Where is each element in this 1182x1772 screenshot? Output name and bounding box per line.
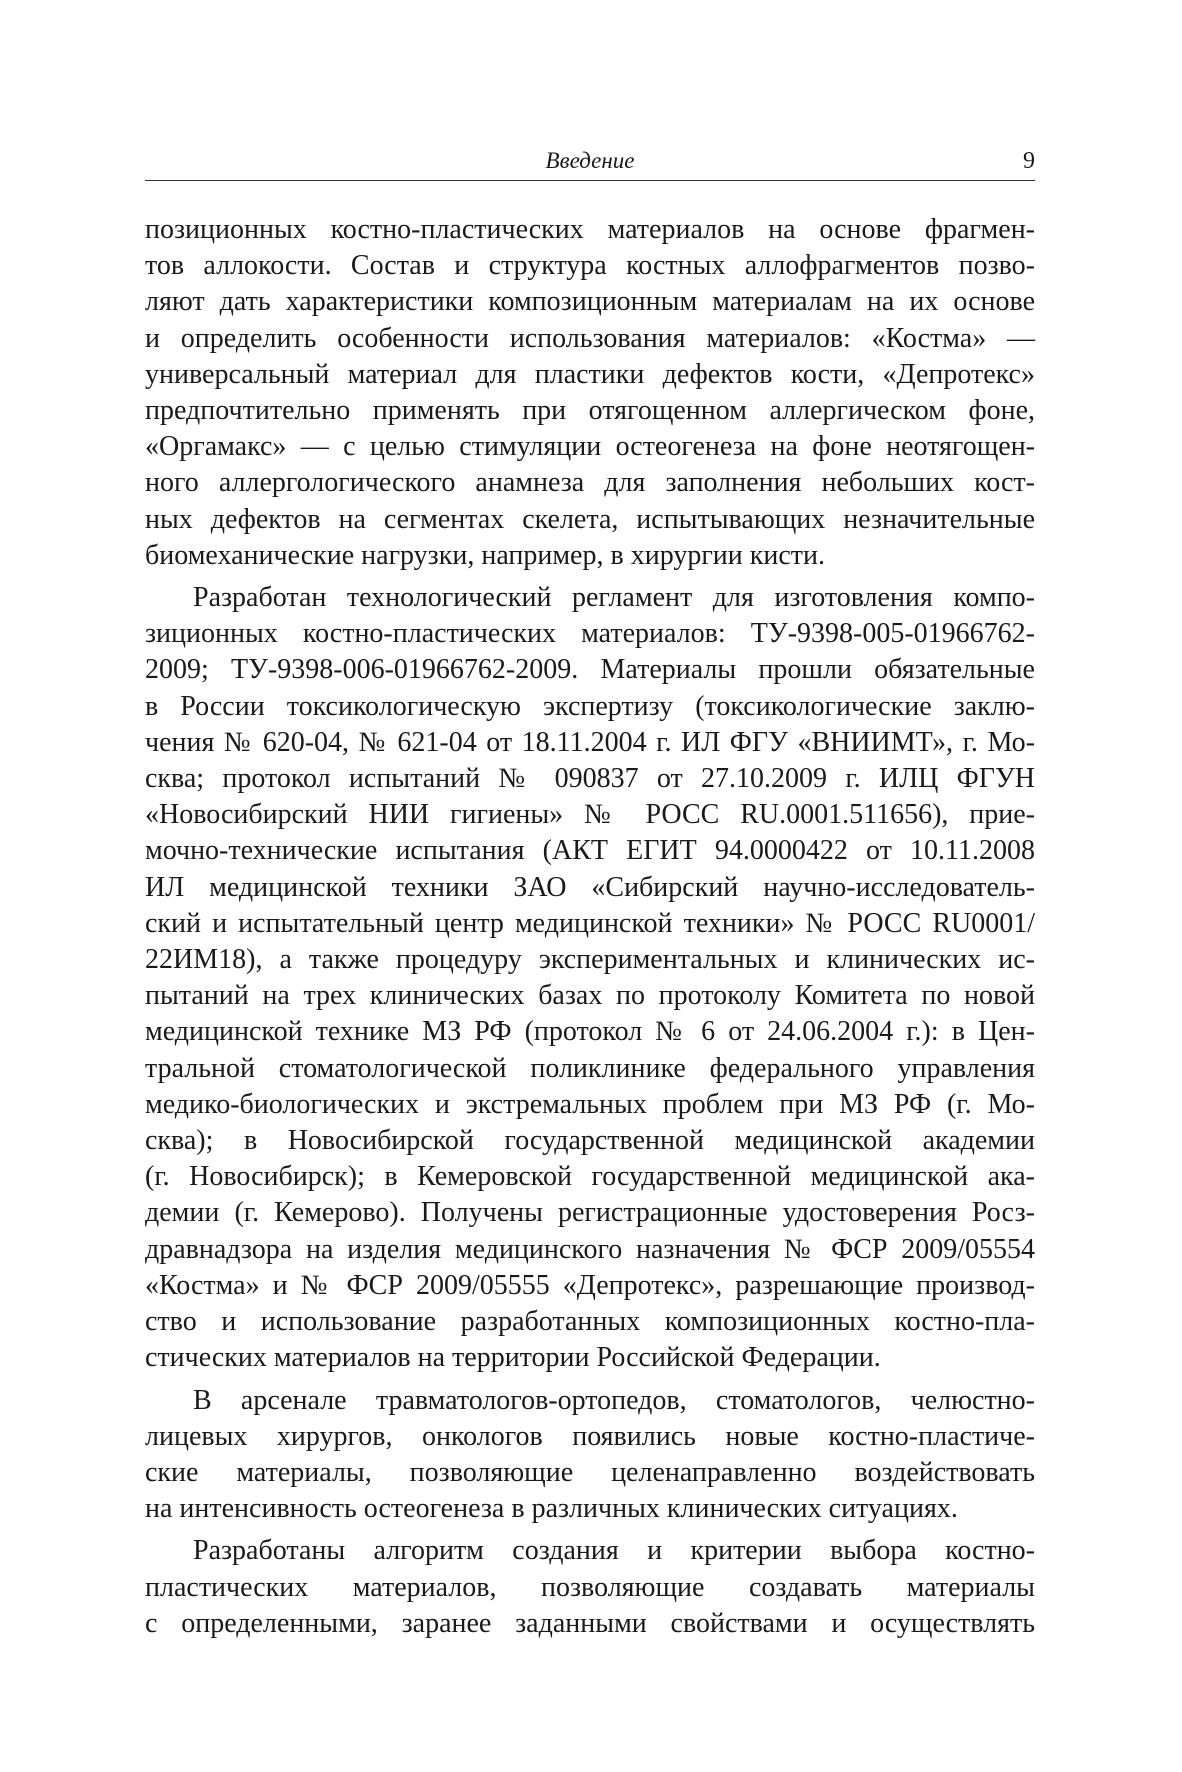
text-line: тральной стоматологической поликлинике федерального управления: [145, 1052, 1035, 1084]
text-line: ИЛ медицинской техники ЗАО «Сибирский научно-исследователь-: [145, 871, 1035, 903]
text-line: биомеханические нагрузки, например, в хирургии кисти.: [145, 539, 826, 571]
text-line: стических материалов на территории Российской Федерации.: [145, 1342, 881, 1374]
paragraph-1: [145, 212, 1035, 574]
text-line: сква; протокол испытаний № 090837 от 27.10.2009 г. ИЛЦ ФГУН: [145, 763, 1035, 795]
paragraph-4: [145, 1533, 1035, 1642]
text-line: и определить особенности использования материалов: «Костма» —: [145, 322, 1035, 354]
text-line: 2009; ТУ-9398-006-01966762-2009. Материалы прошли обязательные: [145, 654, 1035, 686]
text-line: «Новосибирский НИИ гигиены» № РОСС RU.0001.511656), прие-: [145, 799, 1035, 831]
body-text: [145, 212, 1035, 1642]
text-line: чения № 620-04, № 621-04 от 18.11.2004 г. ИЛ ФГУ «ВНИИМТ», г. Мо-: [145, 726, 1035, 758]
text-line: ляют дать характеристики композиционным материалам на их основе: [145, 286, 1035, 318]
text-line: универсальный материал для пластики дефектов кости, «Депротекс»: [145, 358, 1035, 390]
text-line: зиционных костно-пластических материалов: ТУ-9398-005-01966762-: [145, 618, 1035, 650]
text-line: сква); в Новосибирской государственной медицинской академии: [145, 1125, 1035, 1157]
text-line: позиционных костно-пластических материалов на основе фрагмен-: [145, 214, 1035, 245]
text-line: лицевых хирургов, онкологов появились новые костно-пластиче-: [145, 1420, 1035, 1452]
text-line: пытаний на трех клинических базах по протоколу Комитета по новой: [145, 980, 1035, 1012]
paragraph-3: [145, 1383, 1035, 1528]
text-line: «Костма» и № ФСР 2009/05555 «Депротекс», разрешающие производ-: [145, 1269, 1035, 1301]
text-line: тов аллокости. Состав и структура костных аллофрагментов позво-: [145, 250, 1035, 282]
text-line: В арсенале травматологов-ортопедов, стоматологов, челюстно-: [193, 1384, 1035, 1416]
chapter-title: Введение: [545, 148, 635, 173]
text-line: дравнадзора на изделия медицинского назначения № ФСР 2009/05554: [145, 1233, 1035, 1265]
text-line: ский и испытательный центр медицинской техники» № РОСС RU0001/: [145, 907, 1035, 939]
text-line: ство и использование разработанных композиционных костно-пла-: [145, 1306, 1035, 1338]
paragraph-2: [145, 580, 1035, 1376]
text-line: демии (г. Кемерово). Получены регистрационные удостоверения Росз-: [145, 1197, 1035, 1229]
text-line: ские материалы, позволяющие целенаправленно воздействовать: [145, 1456, 1035, 1488]
text-line: (г. Новосибирск); в Кемеровской государственной медицинской ака-: [145, 1161, 1035, 1193]
text-line: ных дефектов на сегментах скелета, испытывающих незначительные: [145, 503, 1035, 535]
text-line: пластических материалов, позволяющие создавать материалы: [145, 1571, 1035, 1603]
text-line: Разработаны алгоритм создания и критерии выбора костно-: [193, 1535, 1035, 1567]
text-line: предпочтительно применять при отягощенном аллергическом фоне,: [145, 395, 1035, 427]
text-line: на интенсивность остеогенеза в различных клинических ситуациях.: [145, 1493, 958, 1525]
text-line: медицинской технике МЗ РФ (протокол № 6 от 24.06.2004 г.): в Цен-: [145, 1016, 1035, 1048]
text-line: Разработан технологический регламент для изготовления компо-: [193, 582, 1035, 614]
page-number: 9: [1023, 148, 1035, 174]
text-line: с определенными, заранее заданными свойствами и осуществлять: [145, 1607, 1035, 1639]
text-line: медико-биологических и экстремальных проблем при МЗ РФ (г. Мо-: [145, 1088, 1035, 1120]
text-line: 22ИМ18), а также процедуру экспериментальных и клинических ис-: [145, 944, 1035, 976]
text-line: в России токсикологическую экспертизу (токсикологические заклю-: [145, 690, 1035, 722]
text-line: ного аллергологического анамнеза для заполнения небольших кост-: [145, 467, 1035, 499]
text-line: мочно-технические испытания (АКТ ЕГИТ 94.0000422 от 10.11.2008: [145, 835, 1035, 867]
text-line: «Оргамакс» — с целью стимуляции остеогенеза на фоне неотягощен-: [145, 431, 1035, 463]
running-head: [145, 146, 1035, 181]
